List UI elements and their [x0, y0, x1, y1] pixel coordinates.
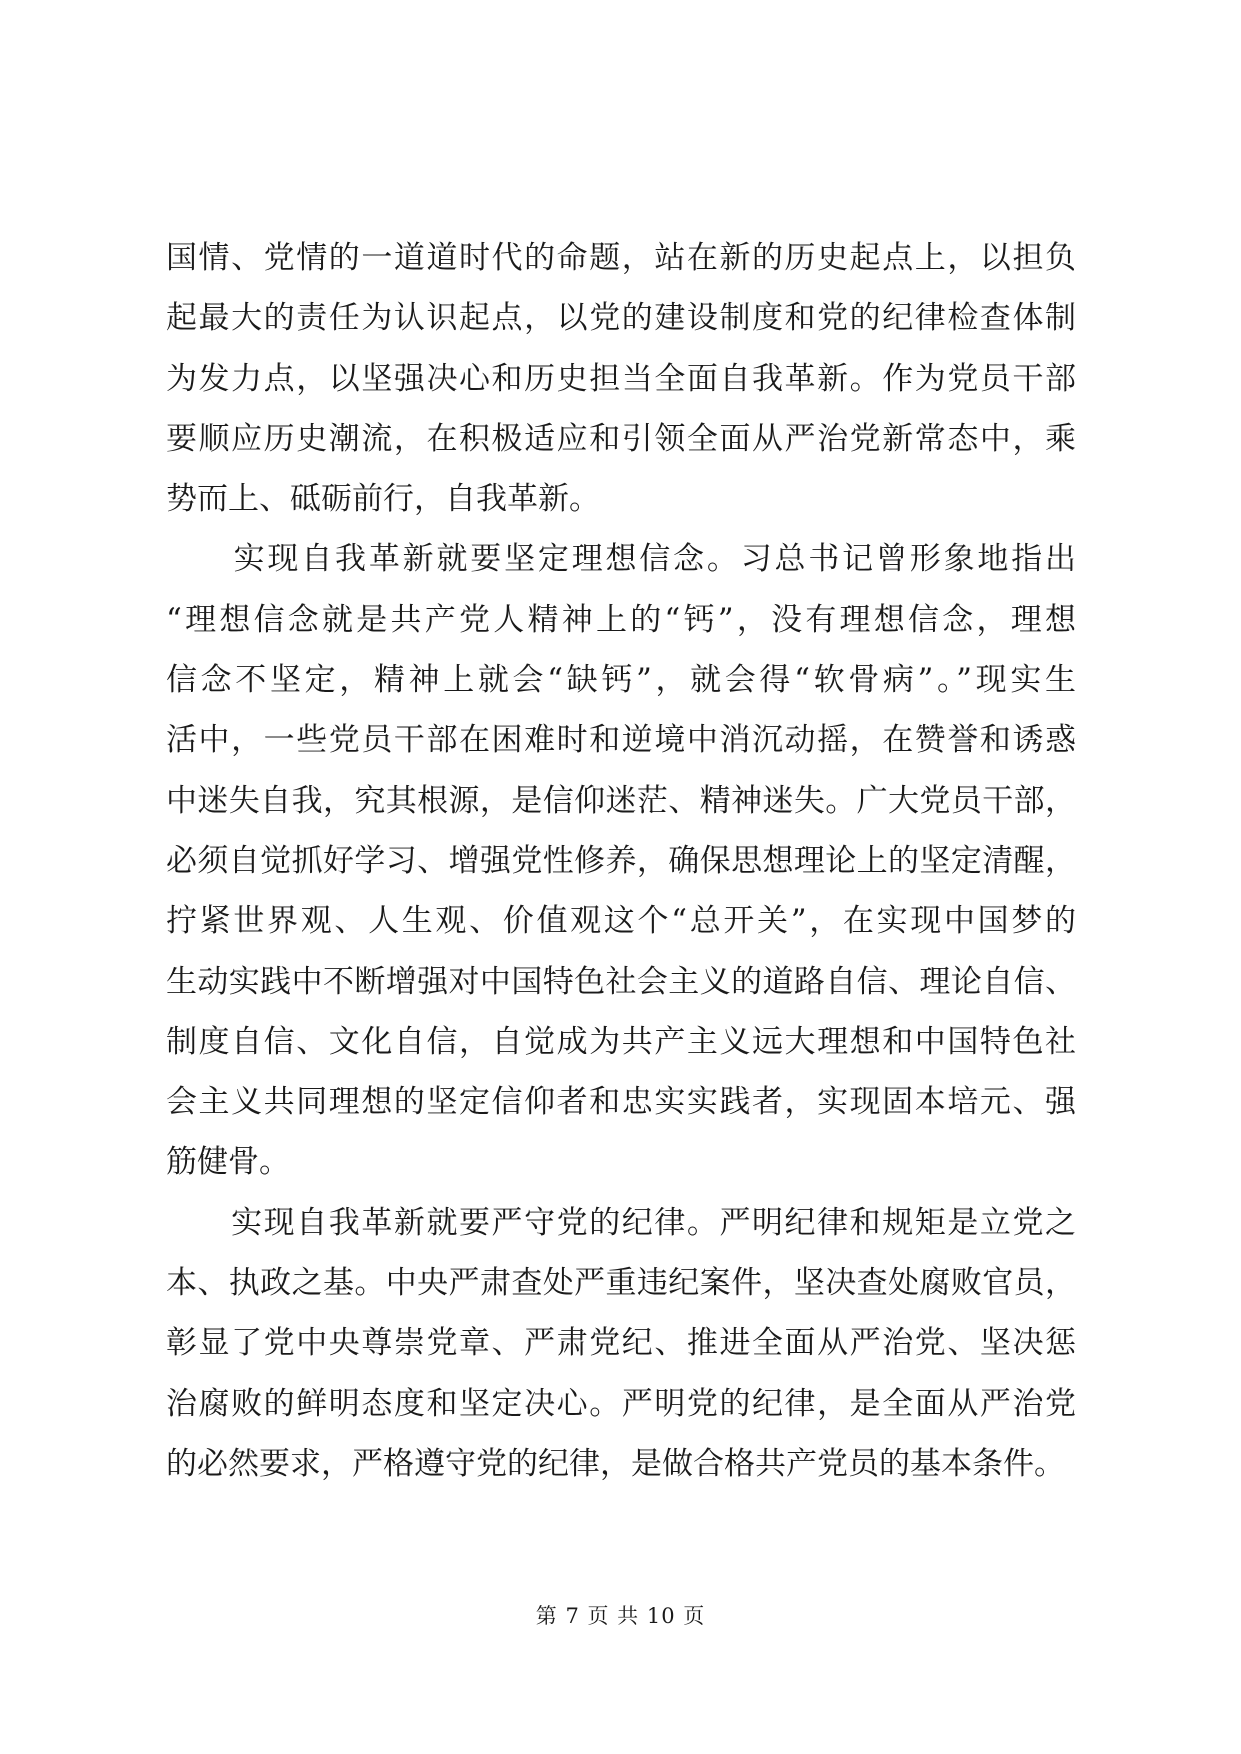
text-line: 筋健骨。: [166, 1144, 290, 1181]
page-footer: [0, 1600, 1241, 1630]
text-line: 必须自觉抓好学习、增强党性修养，确保思想理论上的坚定清醒，: [166, 842, 1076, 879]
text-line: 会主义共同理想的坚定信仰者和忠实实践者，实现固本培元、强: [166, 1084, 1076, 1121]
text-line: 势而上、砥砺前行，自我革新。: [166, 481, 600, 518]
text-line: 生动实践中不断增强对中国特色社会主义的道路自信、理论自信、: [166, 963, 1076, 1000]
text-line: 的必然要求，严格遵守党的纪律，是做合格共产党员的基本条件。: [166, 1445, 1065, 1482]
text-line: 拧紧世界观、人生观、价值观这个“总开关”，在实现中国梦的: [166, 903, 1076, 940]
text-line: 要顺应历史潮流，在积极适应和引领全面从严治党新常态中，乘: [166, 420, 1076, 457]
page-number-label: 第 7 页 共 10 页: [535, 1604, 706, 1628]
paragraph-1: [166, 228, 1076, 529]
text-line: 彰显了党中央尊崇党章、严肃党纪、推进全面从严治党、坚决惩: [166, 1325, 1076, 1362]
text-line: “理想信念就是共产党人精神上的“钙”，没有理想信念，理想: [166, 601, 1076, 638]
text-line: 实现自我革新就要坚定理想信念。习总书记曾形象地指出: [166, 541, 1076, 578]
text-line: 活中，一些党员干部在困难时和逆境中消沉动摇，在赞誉和诱惑: [166, 722, 1076, 759]
text-line: 信念不坚定，精神上就会“缺钙”，就会得“软骨病”。”现实生: [166, 662, 1076, 699]
text-line: 中迷失自我，究其根源，是信仰迷茫、精神迷失。广大党员干部，: [166, 782, 1076, 819]
text-line: 为发力点，以坚强决心和历史担当全面自我革新。作为党员干部: [166, 360, 1076, 397]
text-line: 实现自我革新就要严守党的纪律。严明纪律和规矩是立党之: [166, 1204, 1076, 1241]
text-line: 本、执政之基。中央严肃查处严重违纪案件，坚决查处腐败官员，: [166, 1265, 1076, 1302]
paragraph-3: [166, 1193, 1076, 1494]
text-line: 国情、党情的一道道时代的命题，站在新的历史起点上，以担负: [166, 240, 1076, 276]
paragraph-2: [166, 529, 1076, 1192]
text-line: 起最大的责任为认识起点，以党的建设制度和党的纪律检查体制: [166, 300, 1076, 337]
text-line: 制度自信、文化自信，自觉成为共产主义远大理想和中国特色社: [166, 1023, 1076, 1060]
document-body: [166, 228, 1076, 1494]
text-line: 治腐败的鲜明态度和坚定决心。严明党的纪律，是全面从严治党: [166, 1385, 1076, 1422]
